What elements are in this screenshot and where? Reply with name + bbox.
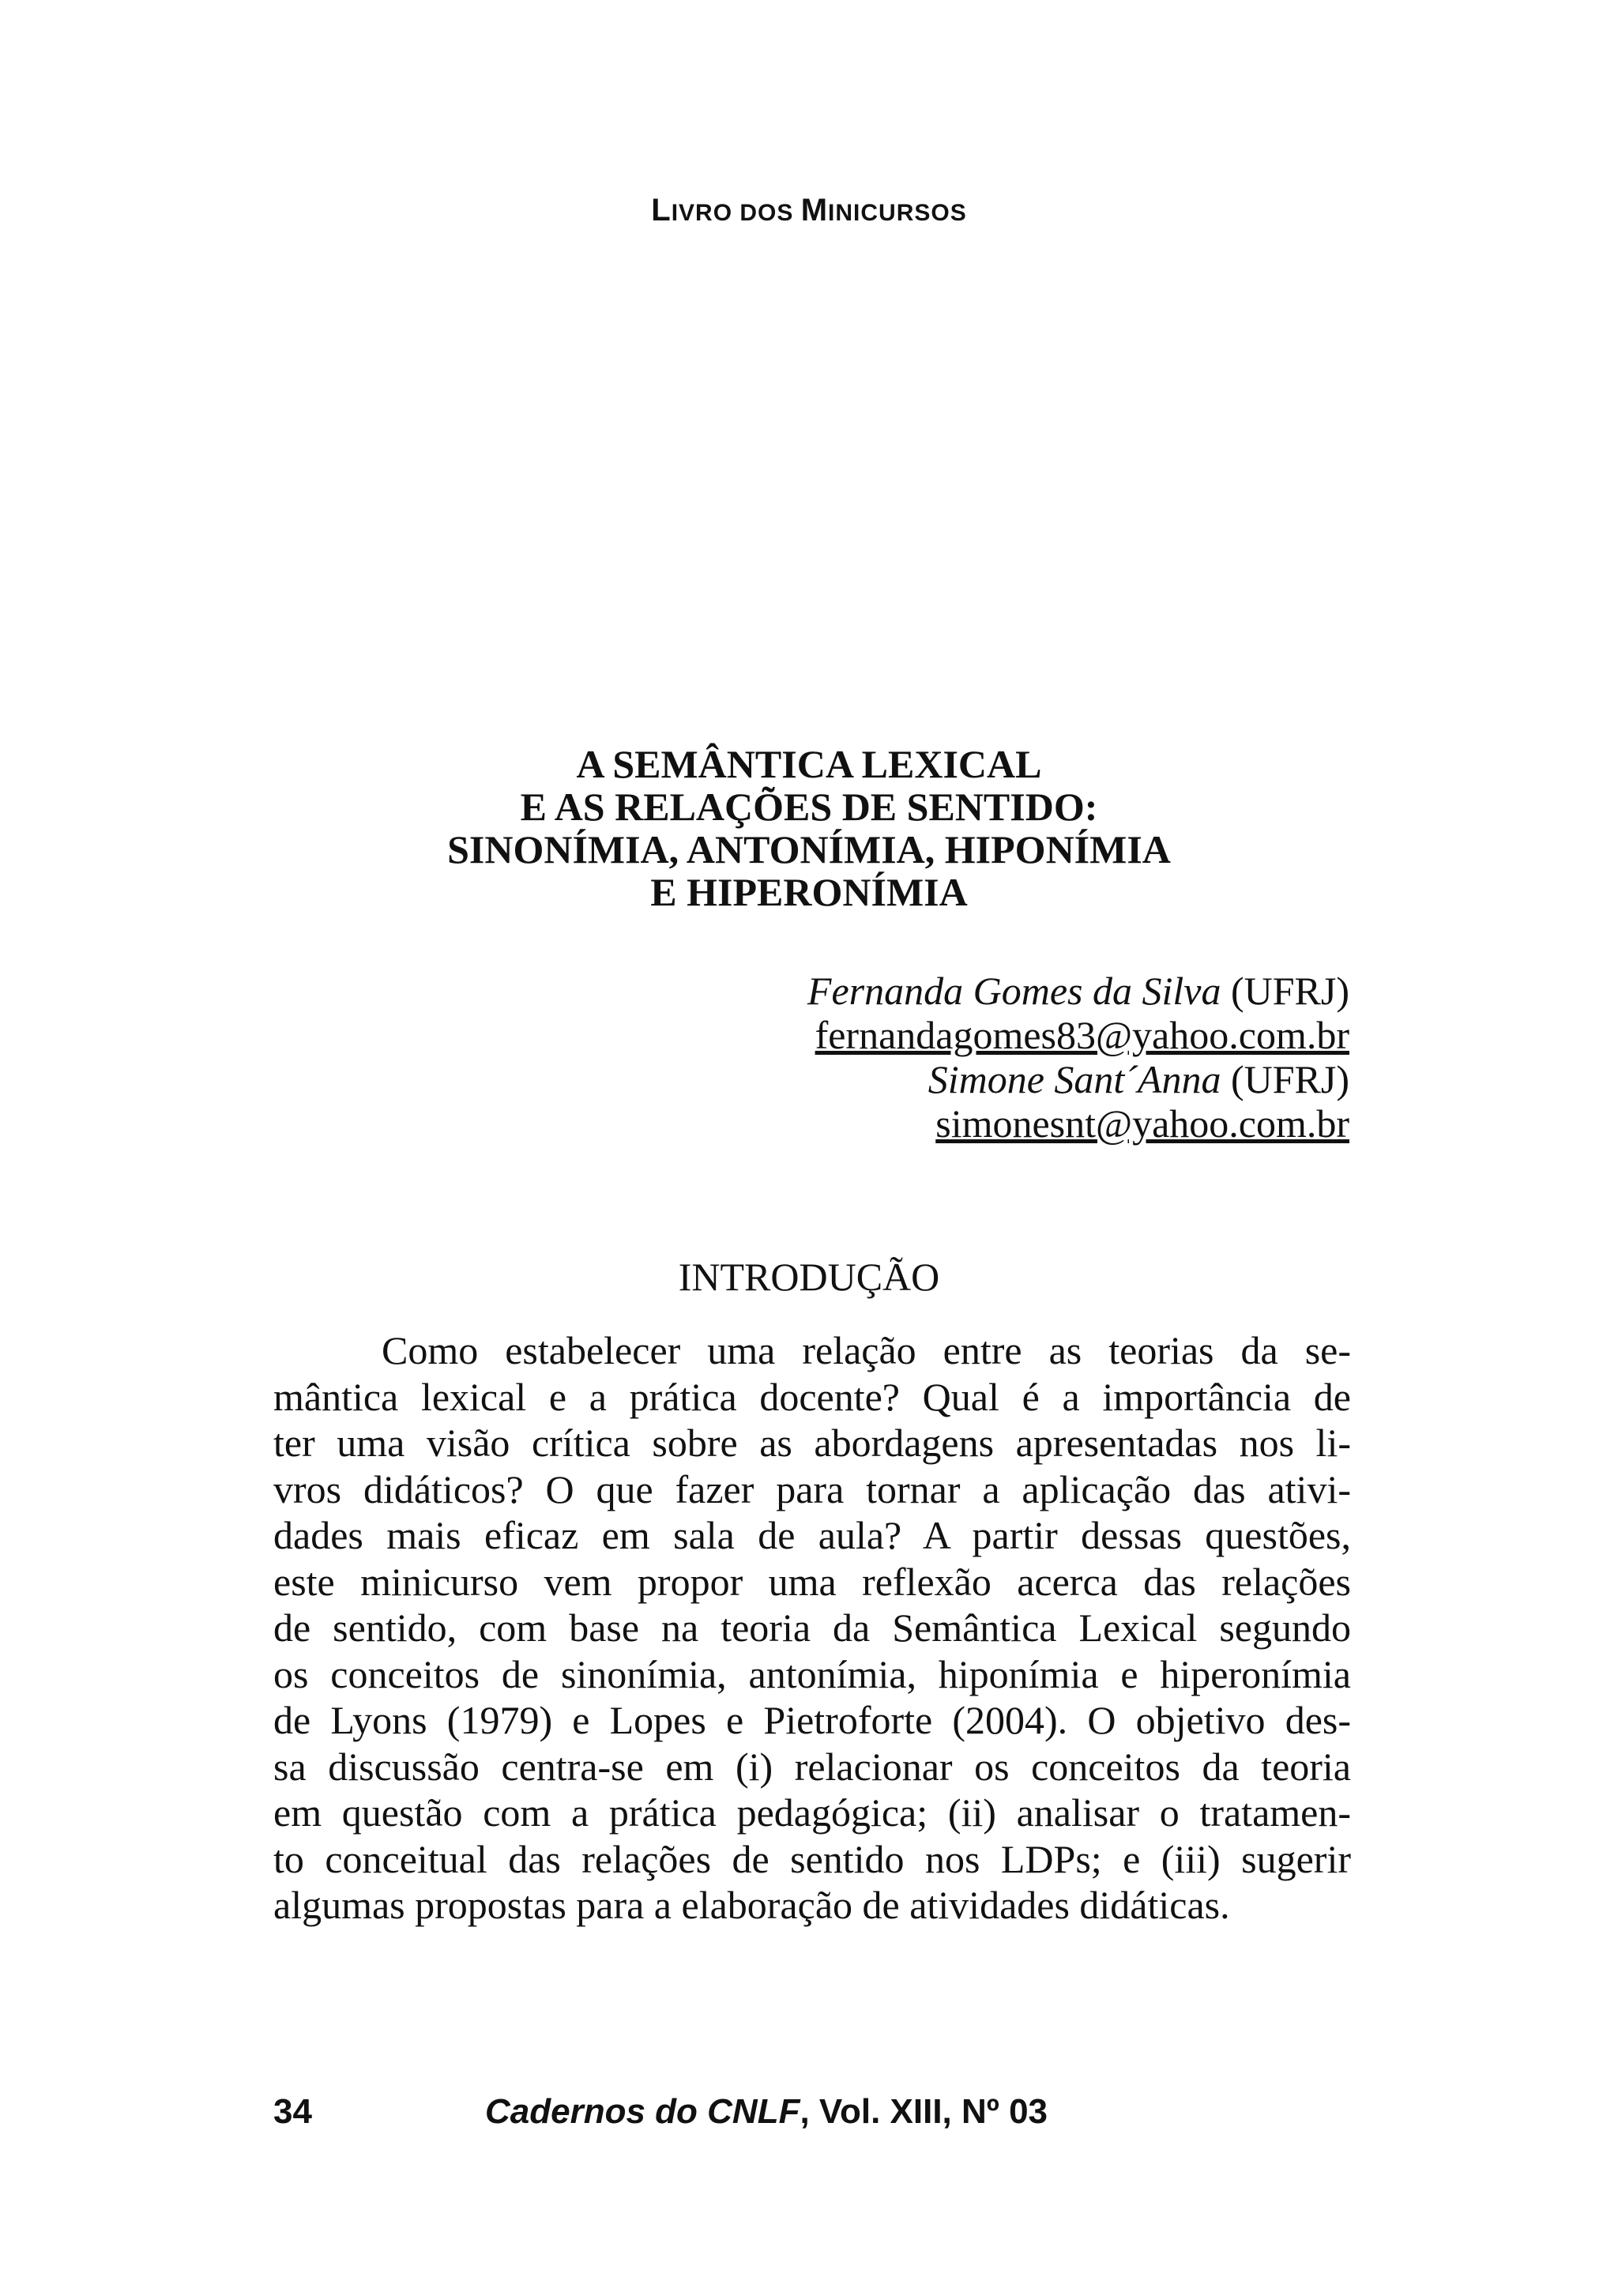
running-head-initial-2: M <box>800 193 829 228</box>
section-heading: INTRODUÇÃO <box>678 1255 940 1299</box>
paragraph-line: em questão com a prática pedagógica; (ii) analisar o tratamen- <box>273 1790 1351 1835</box>
paragraph-line: vros didáticos? O que fazer para tornar a aplicação das ativi- <box>273 1466 1351 1511</box>
author-line <box>807 1057 1349 1101</box>
author-affiliation: (UFRJ) <box>1221 1057 1349 1101</box>
author-email-link[interactable]: fernandagomes83@yahoo.com.br <box>815 1013 1349 1057</box>
paragraph-line: os conceitos de sinonímia, antonímia, hiponímia e hiperonímia <box>273 1651 1351 1696</box>
paragraph-line: Como estabelecer uma relação entre as teorias da se- <box>382 1328 1351 1372</box>
title-line: E AS RELAÇÕES DE SENTIDO: <box>520 785 1098 829</box>
paragraph-line: to conceitual das relações de sentido nos LDPs; e (iii) sugerir <box>273 1836 1351 1881</box>
article-title <box>0 743 1618 913</box>
title-line: SINONÍMIA, ANTONÍMIA, HIPONÍMIA <box>447 827 1171 871</box>
paragraph-line: dades mais eficaz em sala de aula? A partir dessas questões, <box>273 1513 1351 1557</box>
author-line <box>807 969 1349 1013</box>
page-number: 34 <box>273 2092 312 2131</box>
journal-name: Cadernos do CNLF <box>485 2092 800 2131</box>
author-name: Simone Sant´Anna <box>928 1057 1221 1101</box>
journal-citation <box>485 2092 1048 2132</box>
paragraph-line: este minicurso vem propor uma reflexão acerca das relações <box>273 1559 1351 1604</box>
journal-volume: , Vol. XIII, Nº 03 <box>800 2092 1048 2131</box>
paragraph-line: de sentido, com base na teoria da Semântica Lexical segundo <box>273 1605 1351 1650</box>
paragraph-line: sa discussão centra-se em (i) relacionar os conceitos da teoria <box>273 1744 1351 1789</box>
author-name: Fernanda Gomes da Silva <box>807 969 1221 1013</box>
paragraph-line: ter uma visão crítica sobre as abordagens apresentadas nos li- <box>273 1421 1351 1465</box>
paragraph-line: mântica lexical e a prática docente? Qual é a importância de <box>273 1374 1351 1419</box>
title-line: A SEMÂNTICA LEXICAL <box>576 742 1042 786</box>
paragraph-line: de Lyons (1979) e Lopes e Pietroforte (2004). O objetivo des- <box>273 1698 1351 1742</box>
running-head-part-1: IVRO DOS <box>671 200 801 226</box>
body-paragraph <box>273 1327 1351 1929</box>
author-affiliation: (UFRJ) <box>1221 969 1349 1013</box>
running-head <box>0 193 1618 228</box>
title-line: E HIPERONÍMIA <box>650 870 968 914</box>
paragraph-line: algumas propostas para a elaboração de atividades didáticas. <box>273 1883 1230 1927</box>
running-head-part-2: INICURSOS <box>828 200 967 226</box>
author-block <box>807 969 1349 1146</box>
running-head-initial-1: L <box>651 193 672 228</box>
author-email-link[interactable]: simonesnt@yahoo.com.br <box>935 1101 1349 1146</box>
